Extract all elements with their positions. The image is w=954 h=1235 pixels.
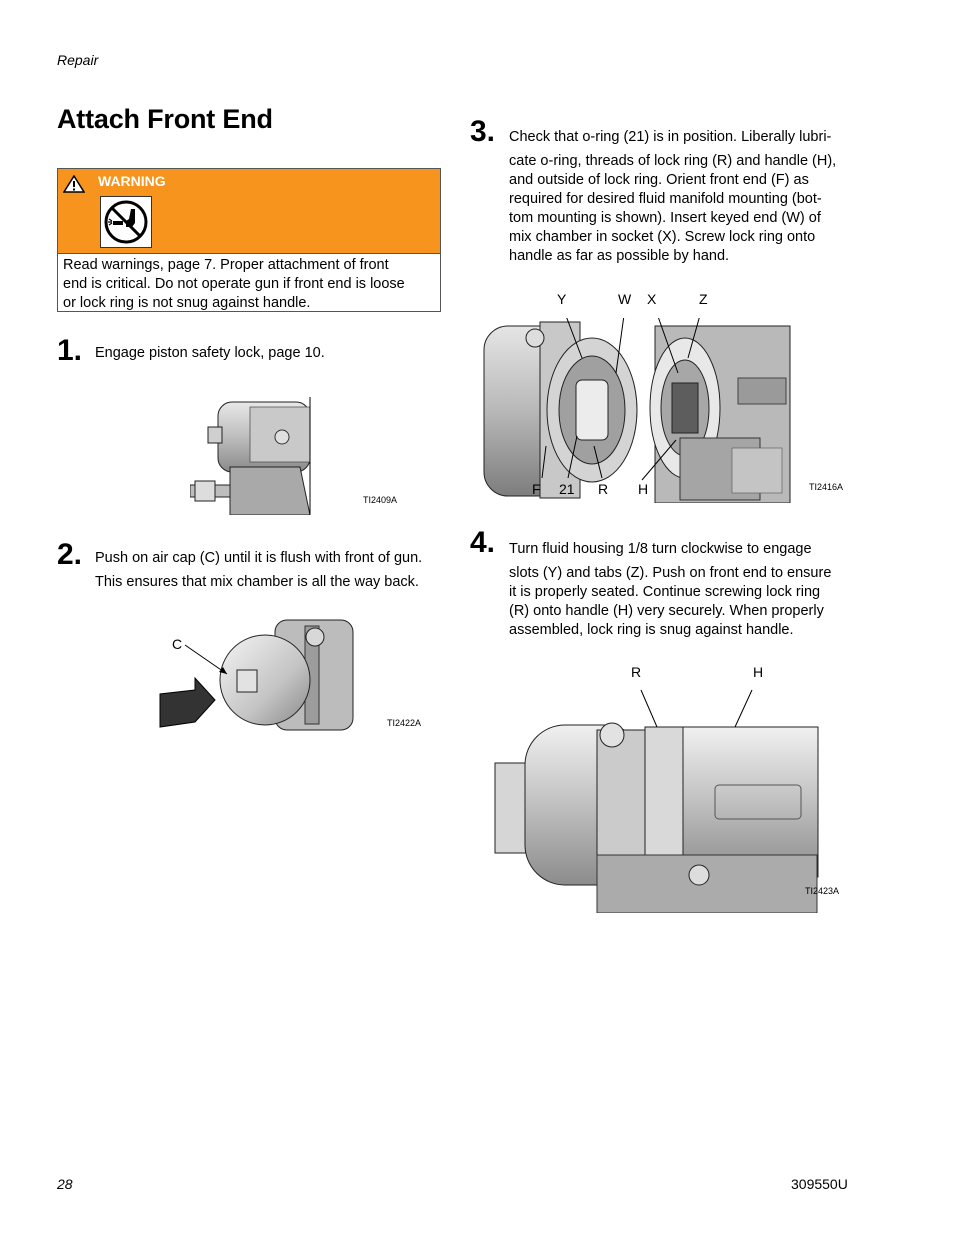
figure-code: TI2409A [363, 495, 398, 505]
warning-text: Read warnings, page 7. Proper attachment of front end is critical. Do not operate gun if front end is loose or lock ring is not snug against handle. [63, 257, 405, 311]
figure-step-2 [155, 612, 360, 737]
callout-r: R [631, 664, 642, 680]
figure-step-1 [190, 397, 315, 515]
section-header: Repair [57, 52, 99, 68]
callout-w: W [618, 291, 632, 307]
page-title: Attach Front End [57, 104, 273, 134]
callout-x: X [647, 291, 657, 307]
warning-triangle-icon [63, 175, 85, 193]
step-3-text: Check that o-ring (21) is in position. Liberally lubri- cate o-ring, threads of lock ring (R) and handle (H), and outside of lock ring. Orient front end (F) as required for desired fluid manifold mounting (bot- tom mounting is shown). Insert keyed end (W) of mix chamber in socket (X). Screw lock ring onto handle as far as possible by hand. [509, 129, 837, 264]
warning-box [57, 168, 441, 312]
page-number: 28 [57, 1176, 73, 1192]
figure-code: TI2423A [805, 886, 840, 896]
callout-z: Z [699, 291, 708, 307]
figure-code: TI2416A [809, 482, 844, 492]
step-4-number: 4. [470, 526, 496, 559]
callout-r: R [598, 481, 609, 497]
skin-injection-hazard-icon [100, 196, 152, 248]
callout-21: 21 [559, 481, 575, 497]
warning-header [58, 169, 440, 254]
callout-f: F [532, 481, 541, 497]
callout-h: H [638, 481, 649, 497]
figure-step-3 [480, 318, 792, 503]
callout-y: Y [557, 291, 567, 307]
figure-code: TI2422A [387, 718, 422, 728]
step-1-text: Engage piston safety lock, page 10. [95, 345, 325, 361]
document-number: 309550U [791, 1176, 848, 1192]
step-2-text: Push on air cap (C) until it is flush with front of gun. This ensures that mix chamber is all the way back. [95, 550, 423, 590]
callout-h: H [753, 664, 764, 680]
step-1-number: 1. [57, 334, 83, 367]
step-2-number: 2. [57, 538, 83, 571]
step-4-text: Turn fluid housing 1/8 turn clockwise to engage slots (Y) and tabs (Z). Push on front end to ensure it is properly seated. Continue screwing lock ring (R) onto handle (H) very securely. When properly assembled, lock ring is snug against handle. [509, 541, 832, 638]
callout-c: C [172, 636, 183, 652]
warning-label: WARNING [98, 173, 166, 189]
step-3-number: 3. [470, 115, 496, 148]
figure-step-4 [487, 685, 822, 913]
